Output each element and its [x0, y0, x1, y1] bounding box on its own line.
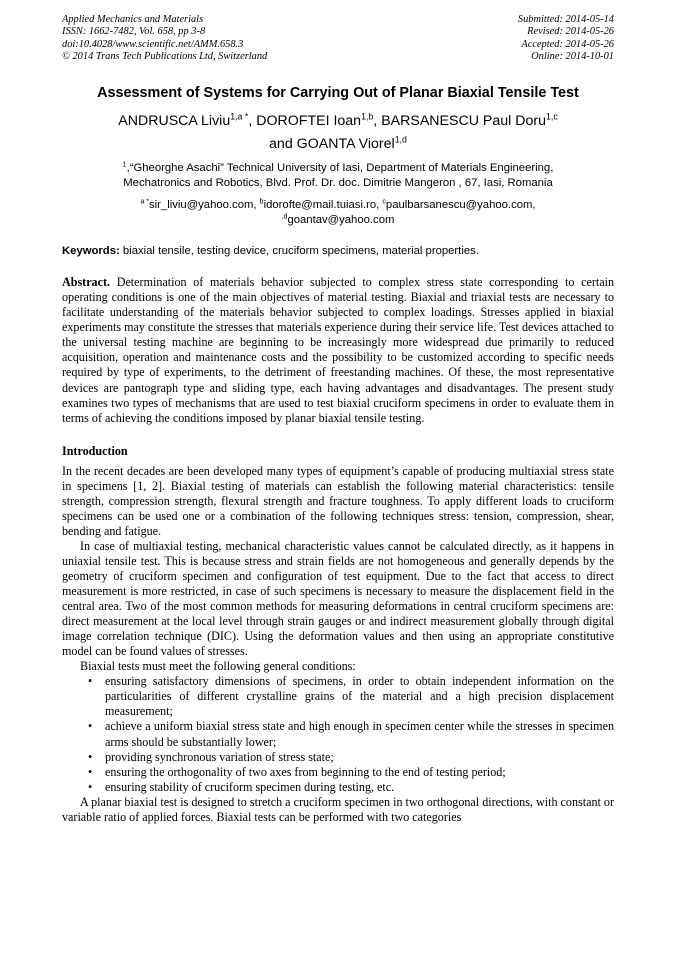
date-submitted: Submitted: 2014-05-14 [517, 14, 614, 25]
email-line-2 [62, 213, 614, 228]
email-link[interactable]: paulbarsanescu@yahoo.com, [385, 199, 536, 212]
author-name: BARSANESCU Paul Doru [381, 113, 546, 130]
author-name: GOANTA Viorel [296, 136, 395, 153]
abstract-label: Abstract. [62, 275, 111, 290]
list-item [88, 674, 614, 719]
author-list [62, 110, 614, 156]
date-online: Online: 2014-10-01 [531, 50, 614, 62]
email-link[interactable]: sir_liviu@yahoo.com, [149, 199, 260, 212]
journal-header [62, 14, 614, 63]
list-item-text: ensuring satisfactory dimensions of specimens, in order to obtain independent information on the particularities of different crystalline grains of the material and a high precision displacement measurement; [105, 674, 614, 719]
conditions-list [62, 674, 614, 794]
bullet-icon: • [88, 779, 93, 794]
email-mark: c [382, 198, 386, 206]
keywords [62, 245, 614, 257]
abstract-text: Determination of materials behavior subjected to complex stress state corresponding to certain operating conditions is one of the main objectives of material testing. Biaxial and triaxial tests are necessary to facilitate understanding of the materials behavior subjected to complex loadings. Stresses applied in biaxial experiments may constitute the stresses that materials experience during their service life. Test devices attached to the universal testing machine are beginning to be increasingly more widespread due primarily to reduced acquisition, operation and maintenance costs and the possibility to be customized according to specific needs required by type of experiments, to the detriment of freestanding machines. Of these, the most representative devices are pantograph type and sliding type, each having advantages and disadvantages. The present study examines two types of mechanisms that are used to test biaxial cruciform specimens in order to evaluate them in terms of achieving the conditions imposed by planar biaxial tensile testing. [62, 275, 614, 425]
journal-issn: ISSN: 1662-7482, Vol. 658, pp 3-8 [62, 26, 206, 38]
journal-info [62, 14, 267, 63]
date-revised: Revised: 2014-05-26 [527, 26, 614, 38]
paragraph: In the recent decades are been developed many types of equipment’s capable of producing multiaxial stress state in specimens [1, 2]. Biaxial testing of materials can establish the following material characteristics: tensile strength, compression strength, flexural strength and fracture toughness. To apply different loads to cruciform specimens can be used one or a combination of the following techniques stress: tension, compression, shear, bending and fatigue. [62, 463, 614, 538]
journal-copyright: © 2014 Trans Tech Publications Ltd, Switzerland [62, 50, 268, 62]
affiliation-text: ,“Gheorghe Asachi” Technical University of Iasi, Department of Materials Engineering, [126, 162, 554, 175]
email-link[interactable]: idorofte@mail.tuiasi.ro, [263, 199, 383, 212]
paragraph: A planar biaxial test is designed to stretch a cruciform specimen in two orthogonal directions, with constant or variable ratio of applied forces. Biaxial tests can be performed with two categories [62, 794, 614, 824]
list-item-text: providing synchronous variation of stress state; [105, 749, 334, 764]
email-line-1 [62, 198, 614, 213]
bullet-icon: • [88, 674, 93, 689]
keywords-label: Keywords: [62, 245, 120, 258]
email-mark: ,d [281, 213, 288, 221]
introduction-body [62, 464, 614, 825]
list-item-text: ensuring the orthogonality of two axes from beginning to the end of testing period; [105, 764, 506, 779]
paragraph: In case of multiaxial testing, mechanical characteristic values cannot be calculated directly, as it happens in uniaxial tensile test. This is because stress and strain fields are not homogeneous and generally depends by the geometry of cruciform specimen and configuration of test equipment. Due to the fact that access to direct measurement is more restricted, in case of such specimens is necessary to measure the displacement field in the central area. Two of the most common methods for measuring deformations in central cruciform specimens are: direct measurement at the local level through strain gauges or and indirect measurement globally through digital image correlation technique (DIC). Using the deformation values and then using an appropriate constitutive model can be found values of stresses. [62, 538, 614, 659]
author-and: and [269, 136, 297, 153]
introduction-heading: Introduction [62, 443, 128, 458]
author-affiliation-mark: 1,a * [230, 111, 249, 122]
affiliation-line-2: Mechatronics and Robotics, Blvd. Prof. Dr. doc. Dimitrie Mangeron , 67, Iasi, Romania [123, 177, 553, 190]
author-affiliation-mark: 1,b [361, 111, 374, 122]
keywords-text: biaxial tensile, testing device, cruciform specimens, material properties. [119, 245, 479, 258]
affiliation-line-1 [62, 161, 614, 176]
list-item [88, 750, 614, 765]
author-separator: , [248, 113, 257, 130]
list-item [88, 780, 614, 795]
bullet-icon: • [88, 749, 93, 764]
list-item [88, 765, 614, 780]
author-affiliation-mark: 1,c [546, 111, 558, 122]
bullet-icon: • [88, 719, 93, 734]
affiliation-mark: 1 [122, 161, 127, 169]
paragraph: Biaxial tests must meet the following general conditions: [80, 659, 356, 674]
publication-dates [518, 14, 614, 63]
author-separator: , [373, 113, 382, 130]
author-line-2 [62, 133, 614, 156]
email-mark: a * [140, 198, 149, 206]
author-name: ANDRUSCA Liviu [118, 113, 231, 130]
list-item-text: ensuring stability of cruciform specimen during testing, etc. [105, 779, 395, 794]
date-accepted: Accepted: 2014-05-26 [521, 38, 614, 50]
abstract [62, 275, 614, 425]
author-affiliation-mark: 1,d [394, 134, 407, 145]
journal-name: Applied Mechanics and Materials [62, 14, 204, 25]
author-emails [62, 198, 614, 228]
author-name: DOROFTEI Ioan [256, 113, 362, 130]
bullet-icon: • [88, 764, 93, 779]
paper-title: Assessment of Systems for Carrying Out of Planar Biaxial Tensile Test [97, 85, 579, 102]
email-link[interactable]: goantav@yahoo.com [287, 214, 395, 227]
list-item-text: achieve a uniform biaxial stress state and high enough in specimen center while the stresses in specimen arms should be substantially lower; [105, 719, 614, 749]
author-line-1 [62, 110, 614, 133]
affiliation [62, 161, 614, 191]
email-mark: b [259, 198, 264, 206]
list-item [88, 719, 614, 749]
journal-doi: doi:10.4028/www.scientific.net/AMM.658.3 [62, 38, 244, 50]
